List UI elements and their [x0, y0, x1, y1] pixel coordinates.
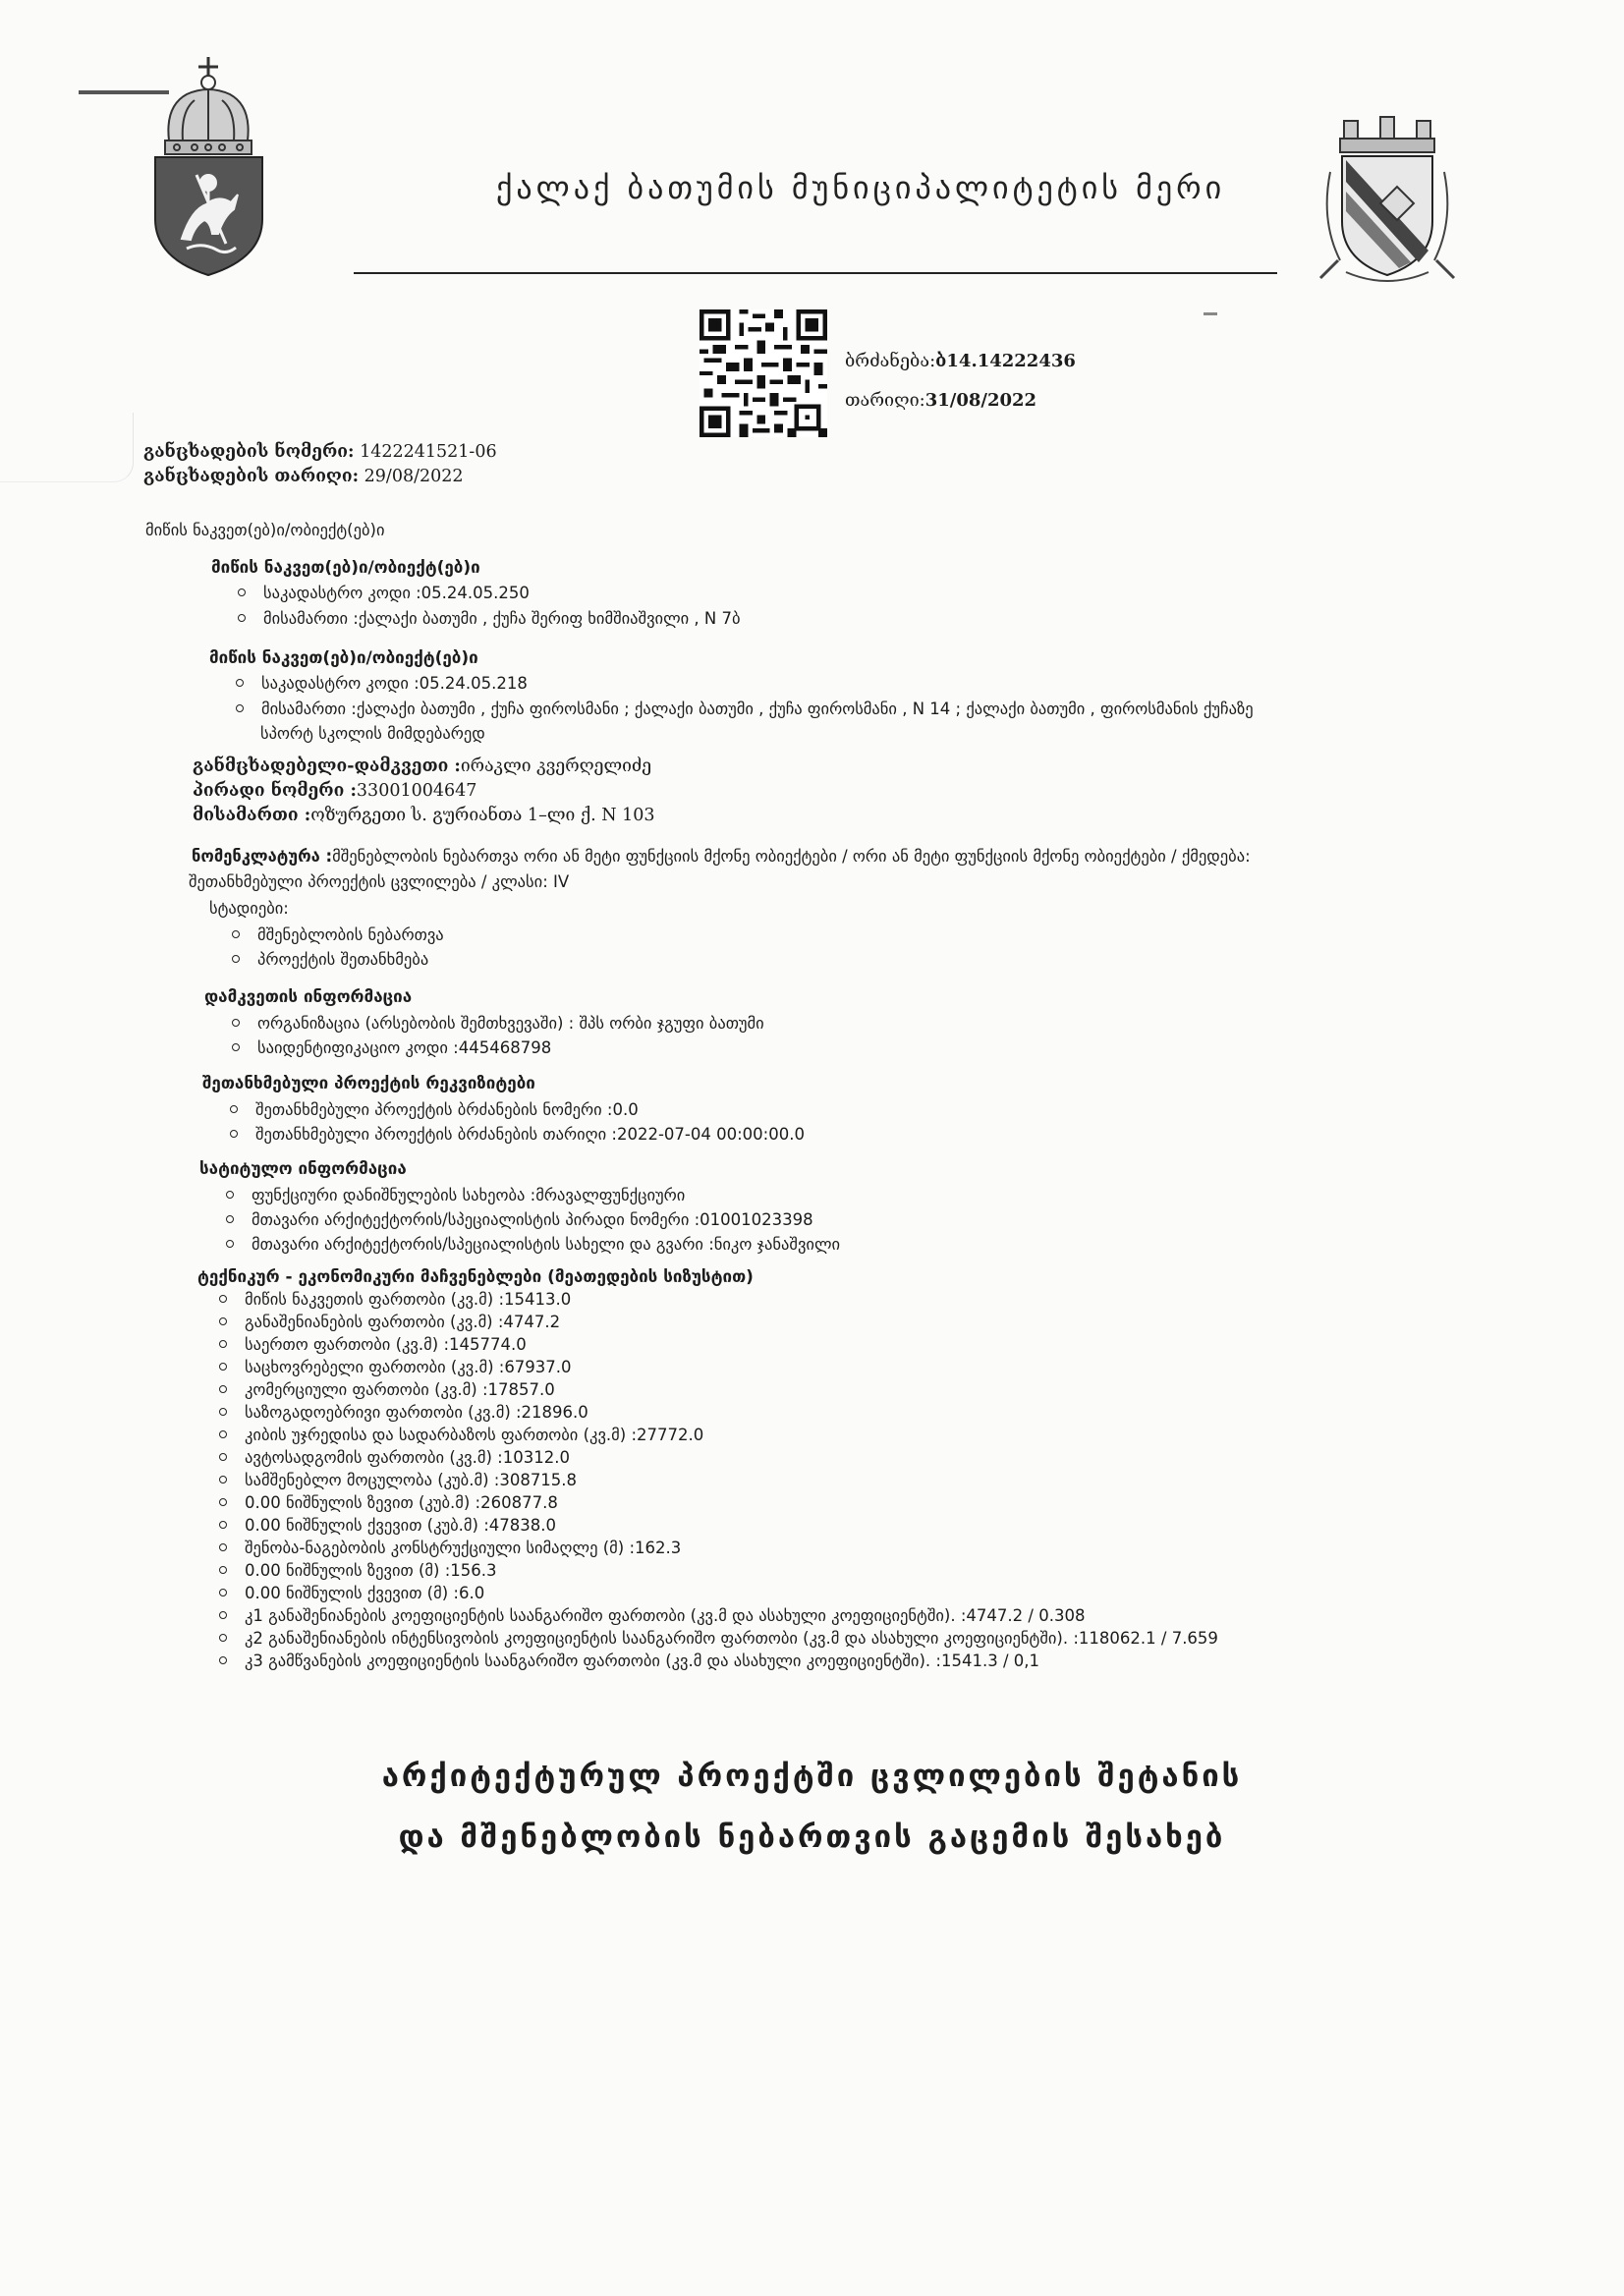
- applicant-personal-number: პირადი ნომერი :33001004647: [193, 781, 477, 801]
- tech-indicator-item: კ2 განაშენიანების ინტენსივობის კოეფიციენტის საანგარიშო ფართობი (კვ.მ და ასახული კოეფიციენტში). :118062.1 / 7.659: [219, 1629, 1218, 1648]
- title-info-heading: სატიტულო ინფორმაცია: [199, 1159, 407, 1179]
- stages-label: სტადიები:: [209, 899, 289, 918]
- batumi-coat-of-arms-icon: [1316, 113, 1459, 290]
- page-fold-shadow: [0, 413, 134, 482]
- parcel-1-cadastral-code: საკადასტრო კოდი :05.24.05.250: [238, 584, 530, 602]
- scan-dash: [1204, 312, 1217, 315]
- approved-project-item: შეთანხმებული პროექტის ბრძანების თარიღი :2022-07-04 00:00:00.0: [230, 1125, 805, 1144]
- parcel-1-address: მისამართი :ქალაქი ბათუმი , ქუჩა შერიფ ხიმშიაშვილი , N 7ბ: [238, 609, 741, 628]
- title-info-item: ფუნქციური დანიშნულების სახეობა :მრავალფუნქციური: [226, 1186, 685, 1204]
- tech-indicator-item: კომერციული ფართობი (კვ.მ) :17857.0: [219, 1380, 555, 1399]
- application-date: განცხადების თარიღი: 29/08/2022: [143, 467, 464, 486]
- parcel-2-heading: მიწის ნაკვეთ(ებ)ი/ობიექტ(ებ)ი: [209, 648, 478, 668]
- nomenclature-line-2: შეთანხმებული პროექტის ცვლილება / კლასი: IV: [189, 872, 570, 891]
- org-title: ქალაქ ბათუმის მუნიციპალიტეტის მერი: [496, 169, 1226, 206]
- approved-project-item: შეთანხმებული პროექტის ბრძანების ნომერი :0.0: [230, 1100, 639, 1119]
- tech-indicator-item: კ3 გამწვანების კოეფიციენტის საანგარიშო ფართობი (კვ.მ და ასახული კოეფიციენტში). :1541.3 / 0,1: [219, 1652, 1039, 1670]
- tech-indicator-item: საზოგადოებრივი ფართობი (კვ.მ) :21896.0: [219, 1403, 588, 1422]
- tech-indicator-item: შენობა-ნაგებობის კონსტრუქციული სიმაღლე (მ) :162.3: [219, 1539, 681, 1557]
- applicant-name: განმცხადებელი-დამკვეთი :ირაკლი კვერღელიძე: [193, 756, 652, 776]
- parcel-2-address-continued: სპორტ სკოლის მიმდებარედ: [260, 724, 485, 743]
- parcel-1-heading: მიწის ნაკვეთ(ებ)ი/ობიექტ(ებ)ი: [211, 558, 480, 578]
- tech-indicators-heading: ტექნიკურ - ეკონომიკური მაჩვენებლები (მეათედების სიზუსტით): [197, 1267, 754, 1287]
- tech-indicator-item: ავტოსადგომის ფართობი (კვ.მ) :10312.0: [219, 1448, 570, 1467]
- approved-project-heading: შეთანხმებული პროექტის რეკვიზიტები: [202, 1074, 535, 1093]
- parcel-2-cadastral-code: საკადასტრო კოდი :05.24.05.218: [236, 674, 528, 693]
- tech-indicator-item: კიბის უჯრედისა და სადარბაზოს ფართობი (კვ.მ) :27772.0: [219, 1426, 703, 1444]
- tech-indicator-item: 0.00 ნიშნულის ზევით (მ) :156.3: [219, 1561, 497, 1580]
- order-number: ბრძანება:ბ14.14222436: [845, 351, 1076, 371]
- document-title-line-2: და მშენებლობის ნებართვის გაცემის შესახებ: [398, 1820, 1226, 1855]
- stage-item: პროექტის შეთანხმება: [232, 950, 428, 969]
- title-info-item: მთავარი არქიტექტორის/სპეციალისტის პირადი ნომერი :01001023398: [226, 1210, 813, 1229]
- qr-code-icon[interactable]: [700, 309, 827, 437]
- parcel-2-address: მისამართი :ქალაქი ბათუმი , ქუჩა ფიროსმანი ; ქალაქი ბათუმი , ქუჩა ფიროსმანი , N 14 ; ქალაქი ბათუმი , ფიროსმანის ქუჩაზე: [236, 700, 1254, 718]
- tech-indicator-item: მიწის ნაკვეთის ფართობი (კვ.მ) :15413.0: [219, 1290, 571, 1309]
- tech-indicator-item: 0.00 ნიშნულის ქვევით (მ) :6.0: [219, 1584, 484, 1602]
- tech-indicator-item: საცხოვრებელი ფართობი (კვ.მ) :67937.0: [219, 1358, 572, 1376]
- nomenclature-line-1: ნომენკლატურა :მშენებლობის ნებართვა ორი ან მეტი ფუნქციის მქონე ობიექტები / ორი ან მეტი ფუნქციის მქონე ობიექტები / ქმედება:: [192, 847, 1251, 866]
- applicant-address: მისამართი :ოზურგეთი ს. გურიანთა 1–ლი ქ. N 103: [193, 806, 655, 825]
- document-title-line-1: არქიტექტურულ პროექტში ცვლილების შეტანის: [381, 1759, 1243, 1794]
- tech-indicator-item: კ1 განაშენიანების კოეფიციენტის საანგარიშო ფართობი (კვ.მ და ასახული კოეფიციენტში). :4747.2 / 0.308: [219, 1606, 1085, 1625]
- title-info-item: მთავარი არქიტექტორის/სპეციალისტის სახელი და გვარი :ნიკო ჯანაშვილი: [226, 1235, 840, 1254]
- tech-indicator-item: 0.00 ნიშნულის ქვევით (კუბ.მ) :47838.0: [219, 1516, 556, 1535]
- header-divider: [354, 272, 1277, 274]
- client-info-item: საიდენტიფიკაციო კოდი :445468798: [232, 1038, 551, 1057]
- tech-indicator-item: საერთო ფართობი (კვ.მ) :145774.0: [219, 1335, 527, 1354]
- tech-indicator-item: სამშენებლო მოცულობა (კუბ.მ) :308715.8: [219, 1471, 577, 1489]
- stage-item: მშენებლობის ნებართვა: [232, 925, 444, 944]
- application-number: განცხადების ნომერი: 1422241521-06: [143, 442, 497, 462]
- tech-indicator-item: 0.00 ნიშნულის ზევით (კუბ.მ) :260877.8: [219, 1493, 558, 1512]
- georgia-coat-of-arms-icon: [147, 47, 270, 278]
- land-section-title: მიწის ნაკვეთ(ებ)ი/ობიექტ(ებ)ი: [145, 521, 385, 539]
- client-info-heading: დამკვეთის ინფორმაცია: [204, 987, 413, 1007]
- tech-indicator-item: განაშენიანების ფართობი (კვ.მ) :4747.2: [219, 1313, 560, 1331]
- client-info-item: ორგანიზაცია (არსებობის შემთხვევაში) : შპს ორბი ჯგუფი ბათუმი: [232, 1014, 764, 1033]
- order-date: თარიღი:31/08/2022: [845, 390, 1037, 411]
